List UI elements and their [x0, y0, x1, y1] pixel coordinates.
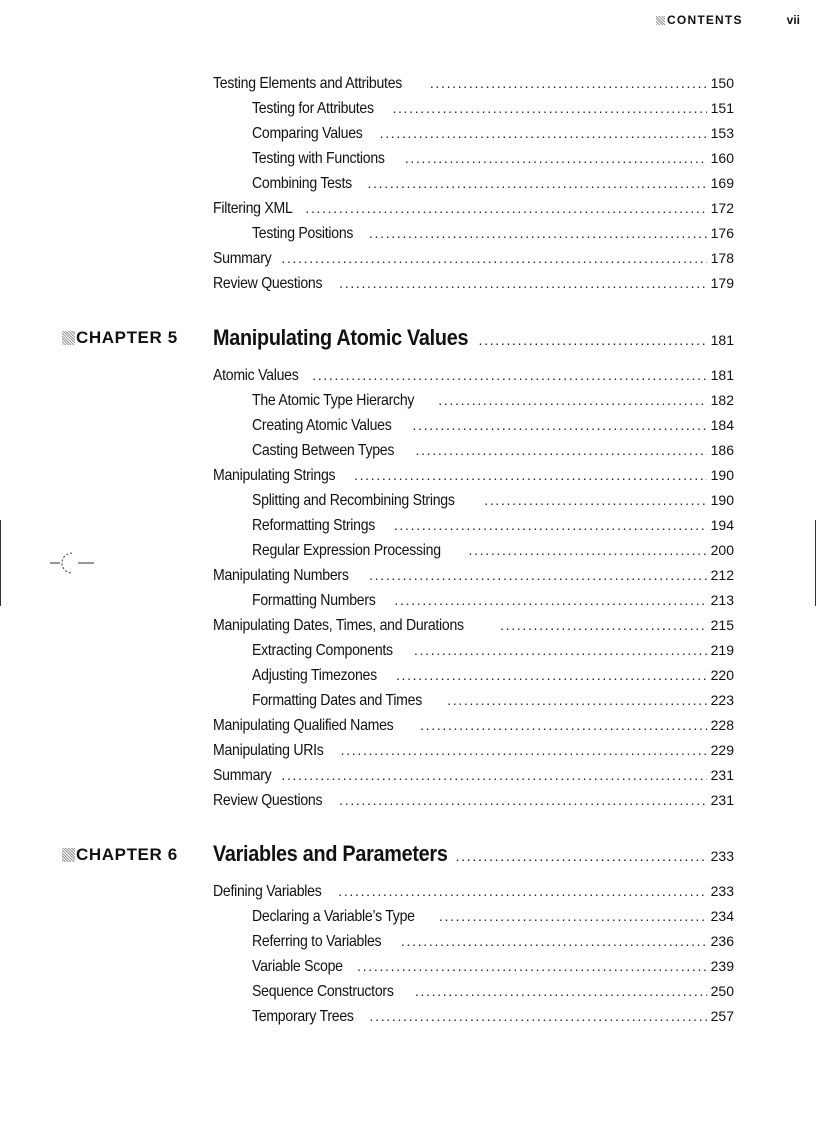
toc-entry-title: Testing Positions — [252, 225, 354, 242]
toc-entry — [252, 933, 734, 955]
toc-entry-title: Sequence Constructors — [252, 983, 394, 1000]
toc-entry-title: Manipulating URIs — [213, 742, 324, 759]
toc-entry-page: 231 — [710, 792, 734, 808]
toc-entry — [252, 692, 734, 714]
toc-entry-title: Manipulating Numbers — [213, 567, 349, 584]
toc-entry-title: Defining Variables — [213, 883, 322, 900]
crop-line-left — [0, 520, 1, 606]
toc-entry — [213, 767, 734, 789]
toc-entry — [252, 225, 734, 247]
leader-dots — [281, 250, 706, 266]
toc-entry-title: Review Questions — [213, 275, 323, 292]
toc-entry-page: 186 — [710, 442, 734, 458]
leader-dots — [380, 125, 707, 141]
leader-dots — [394, 592, 706, 608]
leader-dots — [430, 75, 707, 91]
toc-entry-page: 234 — [710, 908, 734, 924]
toc-entry-title: Formatting Dates and Times — [252, 692, 422, 709]
chapter-5-title-row — [213, 325, 734, 351]
toc-entry-page: 151 — [710, 100, 734, 116]
toc-entry — [252, 542, 734, 564]
chapter-6-label — [62, 845, 178, 865]
chapter-6-title-row — [213, 841, 734, 867]
toc-entry-title: Testing Elements and Attributes — [213, 75, 403, 92]
leader-dots — [420, 717, 707, 733]
toc-entry-page: 215 — [710, 617, 734, 633]
leader-dots — [438, 392, 706, 408]
toc-entry-page: 250 — [710, 983, 734, 999]
leader-dots — [415, 983, 707, 999]
toc-entry — [252, 642, 734, 664]
leader-dots — [341, 742, 707, 758]
toc-entry-title: Extracting Components — [252, 642, 393, 659]
toc-entry-page: 200 — [710, 542, 734, 558]
toc-entry — [252, 442, 734, 464]
chapter-5-label — [62, 328, 178, 348]
header-section: CONTENTS — [667, 13, 743, 27]
toc-entry-title: Variable Scope — [252, 958, 343, 975]
toc-entry-page: 229 — [710, 742, 734, 758]
toc-entry — [213, 617, 734, 639]
toc-entry-page: 220 — [710, 667, 734, 683]
toc-entry-title: Manipulating Strings — [213, 467, 336, 484]
toc-entry — [213, 250, 734, 272]
toc-entry — [252, 908, 734, 930]
toc-entry-page: 181 — [710, 367, 734, 383]
toc-entry-title: Comparing Values — [252, 125, 363, 142]
toc-entry — [252, 1008, 734, 1030]
toc-entry-title: Testing with Functions — [252, 150, 385, 167]
toc-entry-title: Combining Tests — [252, 175, 352, 192]
toc-entry-page: 228 — [710, 717, 734, 733]
leader-dots — [281, 767, 706, 783]
toc-entry-title: Summary — [213, 767, 272, 784]
toc-entry-page: 184 — [710, 417, 734, 433]
toc-entry-title: Formatting Numbers — [252, 592, 376, 609]
chapter-mark-icon — [62, 848, 75, 862]
toc-entry-page: 190 — [710, 492, 734, 508]
toc-entry-page: 169 — [710, 175, 734, 191]
toc-entry-page: 239 — [710, 958, 734, 974]
leader-dots — [456, 848, 707, 864]
leader-dots — [338, 883, 706, 899]
leader-dots — [416, 442, 707, 458]
leader-dots — [370, 1008, 707, 1024]
toc-entry-page: 194 — [710, 517, 734, 533]
leader-dots — [369, 225, 707, 241]
leader-dots — [312, 367, 706, 383]
leader-dots — [305, 200, 706, 216]
leader-dots — [392, 100, 706, 116]
toc-entry — [213, 567, 734, 589]
toc-entry-title: Filtering XML — [213, 200, 293, 217]
toc-entry — [213, 200, 734, 222]
toc-entry — [213, 275, 734, 297]
leader-dots — [369, 567, 707, 583]
toc-entry-title: Summary — [213, 250, 272, 267]
toc-entry-title: Declaring a Variable’s Type — [252, 908, 415, 925]
toc-entry — [252, 175, 734, 197]
chapter-5-title: Manipulating Atomic Values — [213, 325, 469, 350]
leader-dots — [394, 517, 707, 533]
chapter-5-page: 181 — [710, 332, 734, 348]
toc-entry — [252, 392, 734, 414]
toc-entry-page: 219 — [710, 642, 734, 658]
toc-entry-page: 257 — [710, 1008, 734, 1024]
toc-entry-title: Testing for Attributes — [252, 100, 374, 117]
toc-entry-title: Referring to Variables — [252, 933, 382, 950]
toc-entry — [252, 592, 734, 614]
leader-dots — [447, 692, 706, 708]
toc-entry — [213, 367, 734, 389]
toc-entry — [213, 467, 734, 489]
toc-entry-title: Casting Between Types — [252, 442, 395, 459]
toc-entry-page: 178 — [710, 250, 734, 266]
toc-entry — [252, 517, 734, 539]
toc-entry — [213, 792, 734, 814]
chapter-6-title: Variables and Parameters — [213, 841, 448, 866]
toc-entry — [252, 983, 734, 1005]
toc-entry — [213, 742, 734, 764]
chapter-mark-icon — [62, 331, 75, 345]
leader-dots — [354, 467, 707, 483]
chapter-6-page: 233 — [710, 848, 734, 864]
toc-entry-page: 176 — [710, 225, 734, 241]
toc-entry-title: The Atomic Type Hierarchy — [252, 392, 415, 409]
toc-entry-page: 213 — [710, 592, 734, 608]
registration-mark-icon — [50, 550, 98, 576]
toc-entry-page: 190 — [710, 467, 734, 483]
leader-dots — [401, 933, 707, 949]
toc-entry-title: Adjusting Timezones — [252, 667, 377, 684]
toc-entry-page: 172 — [710, 200, 734, 216]
leader-dots — [405, 150, 707, 166]
toc-entry-title: Manipulating Qualified Names — [213, 717, 394, 734]
header-page-number: vii — [786, 13, 800, 27]
toc-entry — [252, 958, 734, 980]
leader-dots — [357, 958, 707, 974]
toc-entry-page: 236 — [710, 933, 734, 949]
toc-entry-title: Temporary Trees — [252, 1008, 354, 1025]
leader-dots — [396, 667, 707, 683]
toc-entry — [213, 717, 734, 739]
leader-dots — [439, 908, 707, 924]
toc-entry — [252, 667, 734, 689]
chapter-6-label-text: CHAPTER 6 — [76, 845, 178, 864]
chapter-5-label-text: CHAPTER 5 — [76, 328, 178, 347]
toc-entry-title: Splitting and Recombining Strings — [252, 492, 455, 509]
toc-entry — [252, 417, 734, 439]
leader-dots — [339, 275, 706, 291]
toc-entry-title: Reformatting Strings — [252, 517, 376, 534]
leader-dots — [339, 792, 706, 808]
toc-entry — [213, 75, 734, 97]
toc-entry-title: Review Questions — [213, 792, 323, 809]
toc-entry — [252, 125, 734, 147]
toc-entry-page: 179 — [710, 275, 734, 291]
toc-entry — [252, 492, 734, 514]
leader-dots — [414, 642, 707, 658]
leader-dots — [484, 492, 706, 508]
toc-entry-title: Manipulating Dates, Times, and Durations — [213, 617, 464, 634]
leader-dots — [413, 417, 707, 433]
toc-entry-page: 160 — [710, 150, 734, 166]
toc-entry-page: 212 — [710, 567, 734, 583]
leader-dots — [500, 617, 707, 633]
toc-entry-title: Creating Atomic Values — [252, 417, 392, 434]
toc-entry-page: 153 — [710, 125, 734, 141]
toc-entry-page: 223 — [710, 692, 734, 708]
toc-entry-page: 150 — [710, 75, 734, 91]
leader-dots — [479, 332, 707, 348]
toc-entry — [213, 883, 734, 905]
leader-dots — [469, 542, 707, 558]
toc-entry-title: Atomic Values — [213, 367, 299, 384]
leader-dots — [368, 175, 707, 191]
toc-entry-page: 233 — [710, 883, 734, 899]
toc-entry-page: 231 — [710, 767, 734, 783]
toc-entry — [252, 150, 734, 172]
toc-entry-title: Regular Expression Processing — [252, 542, 441, 559]
toc-entry-page: 182 — [710, 392, 734, 408]
toc-entry — [252, 100, 734, 122]
